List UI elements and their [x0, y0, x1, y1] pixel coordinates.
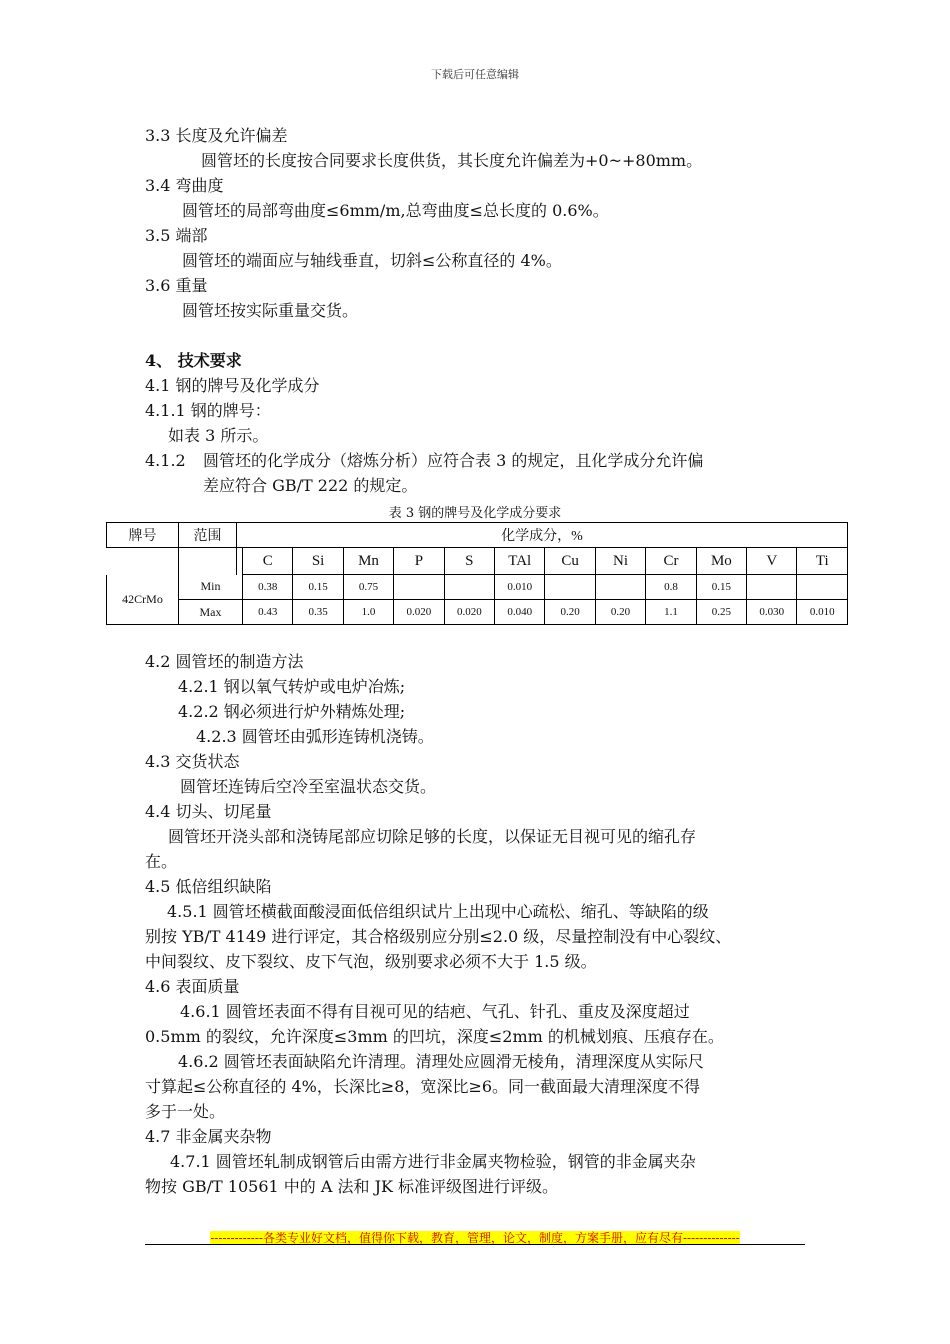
paragraph-inclusions-cont: 物按 GB/T 10561 中的 A 法和 JK 标准评级图进行评级。 — [145, 1177, 559, 1196]
max-value: 0.020 — [444, 600, 494, 625]
paragraph-cleaning-cont: 多于一处。 — [145, 1102, 226, 1121]
section-3-6-heading: 3.6 重量 — [145, 276, 208, 295]
paragraph-delivery: 圆管坯连铸后空冷至室温状态交货。 — [180, 777, 437, 796]
min-value: 0.15 — [293, 575, 343, 600]
element-header: Mn — [343, 548, 393, 575]
element-header: Ti — [797, 548, 848, 575]
max-value: 1.1 — [646, 600, 696, 625]
paragraph-cleaning-cont: 寸算起≤公称直径的 4%，长深比≥8，宽深比≥6。同一截面最大清理深度不得 — [145, 1077, 701, 1096]
list-item: 4.2.3 圆管坯由弧形连铸机浇铸。 — [196, 727, 434, 746]
element-header: Ni — [595, 548, 645, 575]
paragraph-macro: 4.5.1 圆管坯横截面酸浸面低倍组织试片上出现中心疏松、缩孔、等缺陷的级 — [167, 902, 709, 921]
min-value: 0.15 — [696, 575, 746, 600]
section-4-1-1-heading: 4.1.1 钢的牌号： — [145, 401, 271, 420]
paragraph-length: 圆管坯的长度按合同要求长度供货，其长度允许偏差为+0~+80mm。 — [201, 151, 703, 170]
section-4-1-2-number: 4.1.2 — [145, 451, 186, 470]
section-4-7-heading: 4.7 非金属夹杂物 — [145, 1127, 272, 1146]
paragraph-table-ref: 如表 3 所示。 — [168, 426, 269, 445]
element-header: TAl — [495, 548, 545, 575]
section-4-4-heading: 4.4 切头、切尾量 — [145, 802, 272, 821]
table-caption: 表 3 钢的牌号及化学成分要求 — [388, 506, 562, 521]
paragraph-chemistry: 圆管坯的化学成分（熔炼分析）应符合表 3 的规定，且化学成分允许偏 — [203, 451, 704, 470]
paragraph-surface: 4.6.1 圆管坯表面不得有目视可见的结疤、气孔、针孔、重皮及深度超过 — [180, 1002, 690, 1021]
paragraph-cutting: 圆管坯开浇头部和浇铸尾部应切除足够的长度，以保证无目视可见的缩孔存 — [168, 827, 697, 846]
paragraph-cleaning: 4.6.2 圆管坯表面缺陷允许清理。清理处应圆滑无棱角，清理深度从实际尺 — [178, 1052, 704, 1071]
paragraph-macro-cont: 中间裂纹、皮下裂纹、皮下气泡，级别要求必须不大于 1.5 级。 — [145, 952, 597, 971]
paragraph-end: 圆管坯的端面应与轴线垂直，切斜≤公称直径的 4%。 — [182, 251, 562, 270]
paragraph-cutting-cont: 在。 — [145, 852, 178, 871]
page-header: 下载后可任意编辑 — [431, 68, 519, 81]
element-header: P — [394, 548, 444, 575]
min-value: 0.010 — [495, 575, 545, 600]
min-value — [444, 575, 494, 600]
max-value: 0.43 — [243, 600, 293, 625]
list-item: 4.2.1 钢以氧气转炉或电炉冶炼; — [178, 677, 406, 696]
element-header: C — [243, 548, 293, 575]
list-item: 4.2.2 钢必须进行炉外精炼处理; — [178, 702, 406, 721]
header-grade: 牌号 — [107, 523, 179, 548]
min-value — [595, 575, 645, 600]
element-header: V — [747, 548, 797, 575]
section-4-1-heading: 4.1 钢的牌号及化学成分 — [145, 376, 320, 395]
max-value: 0.35 — [293, 600, 343, 625]
paragraph-macro-cont: 别按 YB/T 4149 进行评定，其合格级别应分别≤2.0 级，尽量控制没有中心裂纹、 — [145, 927, 732, 946]
section-3-4-heading: 3.4 弯曲度 — [145, 176, 224, 195]
paragraph-chemistry-cont: 差应符合 GB/T 222 的规定。 — [203, 476, 418, 495]
paragraph-weight: 圆管坯按实际重量交货。 — [182, 301, 359, 320]
min-label: Min — [179, 575, 243, 600]
header-chemistry: 化学成分，% — [237, 523, 848, 548]
max-value: 0.25 — [696, 600, 746, 625]
element-header: S — [444, 548, 494, 575]
footer-divider — [145, 1244, 805, 1245]
min-value — [545, 575, 595, 600]
min-value: 0.75 — [343, 575, 393, 600]
section-4-3-heading: 4.3 交货状态 — [145, 752, 240, 771]
promo-footer-text: -------------各类专业好文档，值得你下载，教育，管理，论文，制度，方案手册，应有尽有-------------- — [210, 1231, 740, 1245]
max-label: Max — [179, 600, 243, 625]
grade-cell: 42CrMo — [107, 575, 179, 625]
element-header: Mo — [696, 548, 746, 575]
paragraph-inclusions: 4.7.1 圆管坯轧制成钢管后由需方进行非金属夹物检验，钢管的非金属夹杂 — [170, 1152, 696, 1171]
header-range: 范围 — [179, 523, 237, 548]
section-4-6-heading: 4.6 表面质量 — [145, 977, 240, 996]
max-value: 0.20 — [545, 600, 595, 625]
paragraph-surface-cont: 0.5mm 的裂纹，允许深度≤3mm 的凹坑，深度≤2mm 的机械划痕、压痕存在。 — [145, 1027, 724, 1046]
section-3-3-heading: 3.3 长度及允许偏差 — [145, 126, 288, 145]
max-value: 1.0 — [343, 600, 393, 625]
section-4-2-heading: 4.2 圆管坯的制造方法 — [145, 652, 304, 671]
paragraph-bend: 圆管坯的局部弯曲度≤6mm/m,总弯曲度≤总长度的 0.6%。 — [182, 201, 609, 220]
chemical-composition-table — [106, 522, 848, 625]
section-4-heading: 4、 技术要求 — [145, 351, 242, 370]
element-header: Cr — [646, 548, 696, 575]
max-value: 0.030 — [747, 600, 797, 625]
section-3-5-heading: 3.5 端部 — [145, 226, 208, 245]
element-header: Cu — [545, 548, 595, 575]
max-value: 0.020 — [394, 600, 444, 625]
min-value — [394, 575, 444, 600]
max-value: 0.010 — [797, 600, 848, 625]
section-4-5-heading: 4.5 低倍组织缺陷 — [145, 877, 272, 896]
max-value: 0.20 — [595, 600, 645, 625]
element-header: Si — [293, 548, 343, 575]
min-value: 0.8 — [646, 575, 696, 600]
min-value — [797, 575, 848, 600]
min-value — [747, 575, 797, 600]
max-value: 0.040 — [495, 600, 545, 625]
min-value: 0.38 — [243, 575, 293, 600]
